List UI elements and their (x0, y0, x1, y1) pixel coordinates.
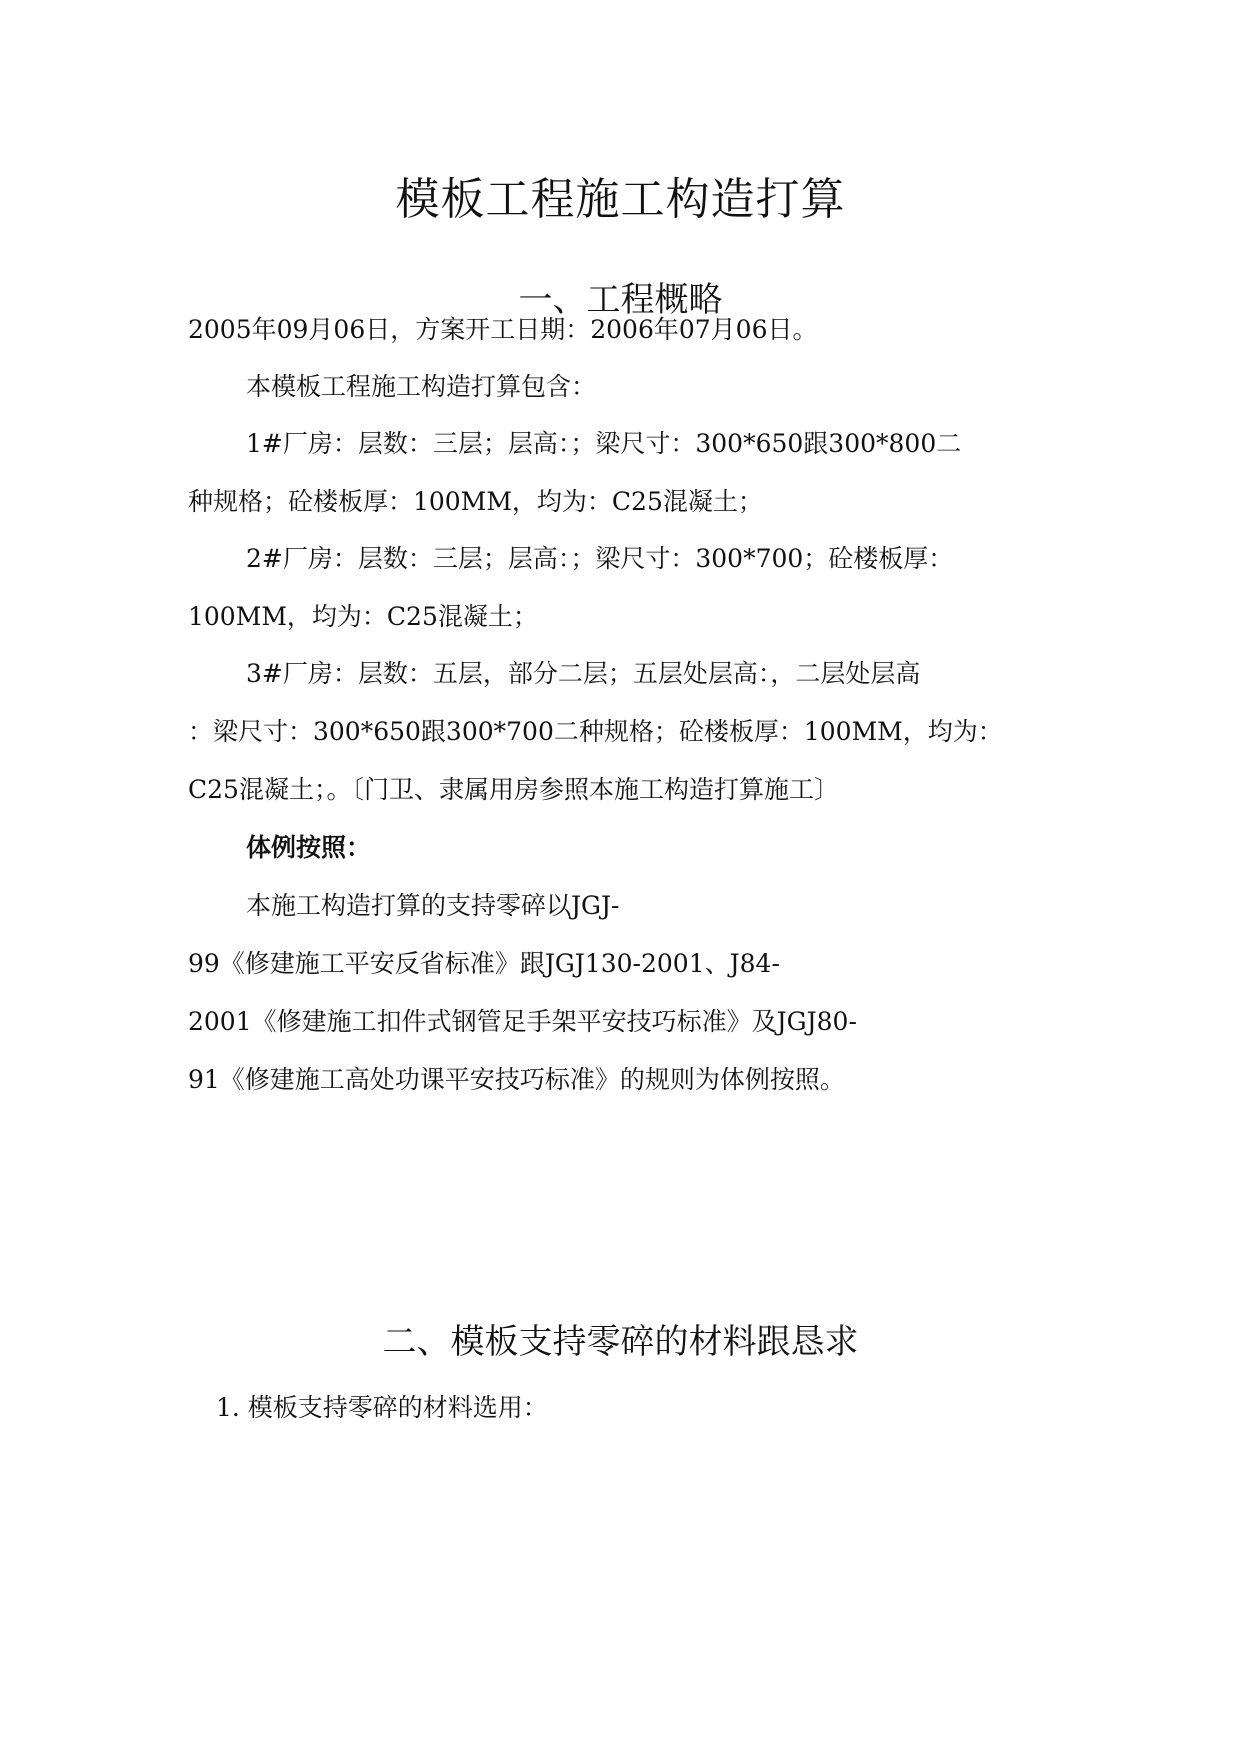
paragraph-line: 1#厂房：层数：三层；层高：；梁尺寸：300*650跟300*800二 (246, 429, 962, 458)
section-heading-materials: 二、模板支持零碎的材料跟恳求 (382, 1322, 859, 1362)
paragraph-line: 3#厂房：层数：五层，部分二层；五层处层高：，二层处层高 (246, 659, 921, 688)
paragraph-line: 2#厂房：层数：三层；层高：；梁尺寸：300*700；砼楼板厚： (246, 544, 954, 573)
paragraph-line: 种规格；砼楼板厚：100MM，均为：C25混凝土； (188, 487, 763, 516)
paragraph-line: ：梁尺寸：300*650跟300*700二种规格；砼楼板厚：100MM，均为： (188, 717, 1003, 746)
section-heading-overview: 一、工程概略 (518, 280, 723, 320)
paragraph-line: 本模板工程施工构造打算包含： (246, 372, 597, 401)
paragraph-line: 100MM，均为：C25混凝土； (188, 602, 538, 631)
paragraph-line: 本施工构造打算的支持零碎以JGJ- (246, 891, 620, 920)
numbered-list-item: 1. 模板支持零碎的材料选用： (216, 1393, 548, 1422)
paragraph-line: 91《修建施工高处功课平安技巧标准》的规则为体例按照。 (188, 1065, 845, 1094)
document-title: 模板工程施工构造打算 (395, 174, 846, 225)
subheading-basis: 体例按照： (246, 833, 372, 862)
paragraph-line: 2005年09月06日，方案开工日期：2006年07月06日。 (188, 315, 818, 344)
paragraph-line: 99《修建施工平安反省标准》跟JGJ130-2001、J84- (188, 949, 780, 978)
paragraph-line: 2001《修建施工扣件式钢管足手架平安技巧标准》及JGJ80- (188, 1007, 857, 1036)
paragraph-line: C25混凝土；。〔门卫、隶属用房参照本施工构造打算施工〕 (188, 775, 839, 804)
